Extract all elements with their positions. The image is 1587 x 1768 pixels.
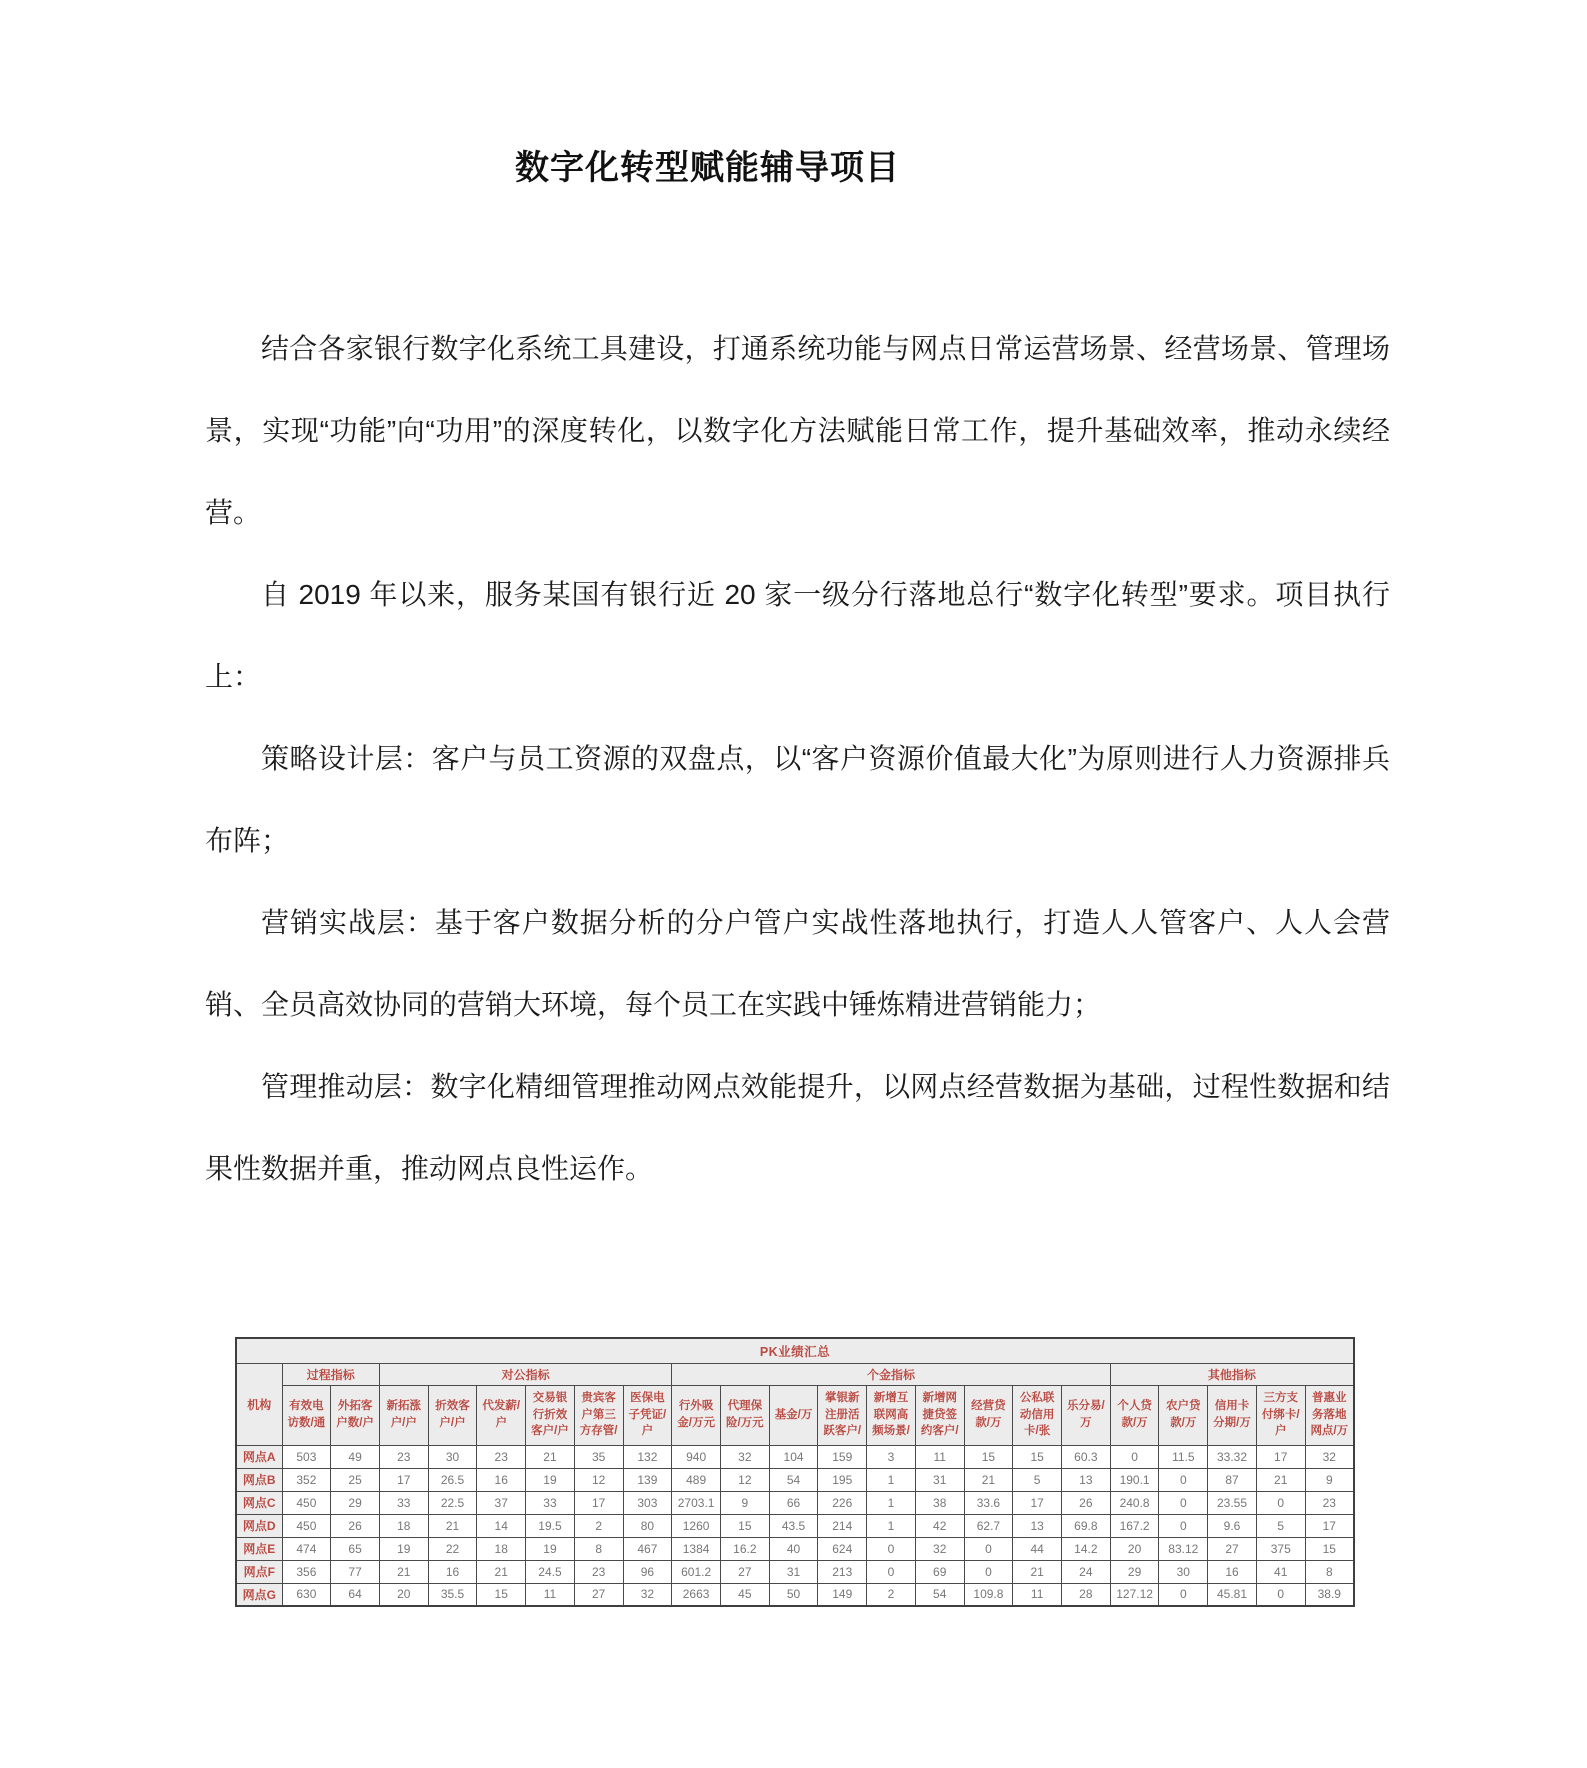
row-label: 网点F bbox=[236, 1560, 282, 1583]
table-cell: 5 bbox=[1256, 1514, 1305, 1537]
pk-summary-table-wrap bbox=[235, 1337, 1390, 1607]
table-cell: 27 bbox=[1208, 1537, 1257, 1560]
table-cell: 14.2 bbox=[1062, 1537, 1111, 1560]
table-cell: 195 bbox=[818, 1468, 867, 1491]
table-cell: 30 bbox=[1159, 1560, 1208, 1583]
table-cell: 45 bbox=[720, 1583, 769, 1606]
table-cell: 132 bbox=[623, 1445, 672, 1468]
group-header: 其他指标 bbox=[1110, 1363, 1354, 1385]
table-cell: 0 bbox=[1159, 1583, 1208, 1606]
table-cell: 16 bbox=[477, 1468, 526, 1491]
table-cell: 31 bbox=[769, 1560, 818, 1583]
column-header: 基金/万 bbox=[769, 1385, 818, 1445]
table-cell: 21 bbox=[526, 1445, 575, 1468]
table-cell: 26 bbox=[1062, 1491, 1111, 1514]
table-cell: 66 bbox=[769, 1491, 818, 1514]
table-cell: 2 bbox=[867, 1583, 916, 1606]
table-cell: 503 bbox=[282, 1445, 331, 1468]
table-cell: 0 bbox=[1256, 1491, 1305, 1514]
column-header: 经营贷款/万 bbox=[964, 1385, 1013, 1445]
table-cell: 24 bbox=[1062, 1560, 1111, 1583]
group-header: 过程指标 bbox=[282, 1363, 379, 1385]
table-cell: 16 bbox=[1208, 1560, 1257, 1583]
column-header: 个人贷款/万 bbox=[1110, 1385, 1159, 1445]
table-cell: 32 bbox=[1305, 1445, 1354, 1468]
column-header: 信用卡分期/万 bbox=[1208, 1385, 1257, 1445]
table-cell: 23 bbox=[379, 1445, 428, 1468]
row-label: 网点C bbox=[236, 1491, 282, 1514]
table-cell: 69.8 bbox=[1062, 1514, 1111, 1537]
table-cell: 1260 bbox=[672, 1514, 721, 1537]
table-cell: 11 bbox=[915, 1445, 964, 1468]
table-cell: 23.55 bbox=[1208, 1491, 1257, 1514]
table-cell: 159 bbox=[818, 1445, 867, 1468]
column-header: 普惠业务落地网点/万 bbox=[1305, 1385, 1354, 1445]
table-cell: 16.2 bbox=[720, 1537, 769, 1560]
document-body bbox=[205, 308, 1390, 1210]
table-cell: 11 bbox=[1013, 1583, 1062, 1606]
table-cell: 0 bbox=[1110, 1445, 1159, 1468]
table-cell: 21 bbox=[1256, 1468, 1305, 1491]
table-cell: 0 bbox=[964, 1560, 1013, 1583]
table-cell: 62.7 bbox=[964, 1514, 1013, 1537]
column-header: 新增网捷贷签约客户/ bbox=[915, 1385, 964, 1445]
table-cell: 21 bbox=[428, 1514, 477, 1537]
table-cell: 80 bbox=[623, 1514, 672, 1537]
table-cell: 27 bbox=[574, 1583, 623, 1606]
table-cell: 940 bbox=[672, 1445, 721, 1468]
table-cell: 49 bbox=[331, 1445, 380, 1468]
table-cell: 19 bbox=[526, 1468, 575, 1491]
table-cell: 32 bbox=[623, 1583, 672, 1606]
paragraph: 管理推动层：数字化精细管理推动网点效能提升，以网点经营数据为基础，过程性数据和结果性数据并重，推动网点良性运作。 bbox=[205, 1071, 1390, 1184]
table-cell: 29 bbox=[331, 1491, 380, 1514]
pk-summary-table bbox=[235, 1337, 1355, 1607]
row-label: 网点E bbox=[236, 1537, 282, 1560]
paragraph: 策略设计层：客户与员工资源的双盘点，以“客户资源价值最大化”为原则进行人力资源排兵布阵； bbox=[205, 743, 1390, 856]
table-cell: 21 bbox=[964, 1468, 1013, 1491]
table-cell: 17 bbox=[1305, 1514, 1354, 1537]
table-cell: 5 bbox=[1013, 1468, 1062, 1491]
column-header: 代理保险/万元 bbox=[720, 1385, 769, 1445]
table-cell: 8 bbox=[574, 1537, 623, 1560]
table-cell: 16 bbox=[428, 1560, 477, 1583]
paragraph: 营销实战层：基于客户数据分析的分户管户实战性落地执行，打造人人管客户、人人会营销、全员高效协同的营销大环境，每个员工在实践中锤炼精进营销能力； bbox=[205, 907, 1390, 1020]
table-cell: 467 bbox=[623, 1537, 672, 1560]
table-cell: 17 bbox=[1256, 1445, 1305, 1468]
table-cell: 0 bbox=[1256, 1583, 1305, 1606]
table-cell: 96 bbox=[623, 1560, 672, 1583]
row-label: 网点B bbox=[236, 1468, 282, 1491]
table-cell: 24.5 bbox=[526, 1560, 575, 1583]
table-cell: 13 bbox=[1062, 1468, 1111, 1491]
table-cell: 45.81 bbox=[1208, 1583, 1257, 1606]
table-cell: 12 bbox=[574, 1468, 623, 1491]
table-cell: 0 bbox=[1159, 1468, 1208, 1491]
table-cell: 17 bbox=[1013, 1491, 1062, 1514]
table-cell: 0 bbox=[867, 1560, 916, 1583]
table-row bbox=[236, 1468, 1354, 1491]
table-cell: 42 bbox=[915, 1514, 964, 1537]
table-cell: 38.9 bbox=[1305, 1583, 1354, 1606]
table-cell: 33 bbox=[526, 1491, 575, 1514]
column-header: 三方支付绑卡/户 bbox=[1256, 1385, 1305, 1445]
table-cell: 474 bbox=[282, 1537, 331, 1560]
table-cell: 11.5 bbox=[1159, 1445, 1208, 1468]
paragraph: 自 2019 年以来，服务某国有银行近 20 家一级分行落地总行“数字化转型”要求。项目执行上： bbox=[205, 579, 1390, 692]
table-cell: 33.32 bbox=[1208, 1445, 1257, 1468]
table-cell: 18 bbox=[477, 1537, 526, 1560]
table-cell: 50 bbox=[769, 1583, 818, 1606]
table-cell: 32 bbox=[915, 1537, 964, 1560]
column-header: 贵宾客户第三方存管/ bbox=[574, 1385, 623, 1445]
table-row bbox=[236, 1537, 1354, 1560]
table-cell: 77 bbox=[331, 1560, 380, 1583]
table-cell: 167.2 bbox=[1110, 1514, 1159, 1537]
table-cell: 104 bbox=[769, 1445, 818, 1468]
table-cell: 35 bbox=[574, 1445, 623, 1468]
table-cell: 44 bbox=[1013, 1537, 1062, 1560]
table-cell: 26 bbox=[331, 1514, 380, 1537]
table-cell: 190.1 bbox=[1110, 1468, 1159, 1491]
table-cell: 32 bbox=[720, 1445, 769, 1468]
column-header: 行外吸金/万元 bbox=[672, 1385, 721, 1445]
table-cell: 30 bbox=[428, 1445, 477, 1468]
table-cell: 0 bbox=[964, 1537, 1013, 1560]
table-cell: 15 bbox=[477, 1583, 526, 1606]
table-cell: 23 bbox=[1305, 1491, 1354, 1514]
table-cell: 40 bbox=[769, 1537, 818, 1560]
table-cell: 19 bbox=[526, 1537, 575, 1560]
table-cell: 303 bbox=[623, 1491, 672, 1514]
table-cell: 26.5 bbox=[428, 1468, 477, 1491]
table-row bbox=[236, 1583, 1354, 1606]
table-cell: 213 bbox=[818, 1560, 867, 1583]
table-cell: 9.6 bbox=[1208, 1514, 1257, 1537]
table-cell: 9 bbox=[720, 1491, 769, 1514]
column-header: 代发薪/户 bbox=[477, 1385, 526, 1445]
table-cell: 11 bbox=[526, 1583, 575, 1606]
column-header: 乐分易/万 bbox=[1062, 1385, 1111, 1445]
table-cell: 240.8 bbox=[1110, 1491, 1159, 1514]
paragraph: 结合各家银行数字化系统工具建设，打通系统功能与网点日常运营场景、经营场景、管理场景，实现“功能”向“功用”的深度转化，以数字化方法赋能日常工作，提升基础效率，推动永续经营。 bbox=[205, 333, 1390, 528]
table-cell: 3 bbox=[867, 1445, 916, 1468]
table-cell: 17 bbox=[379, 1468, 428, 1491]
table-cell: 19.5 bbox=[526, 1514, 575, 1537]
table-cell: 21 bbox=[477, 1560, 526, 1583]
table-cell: 352 bbox=[282, 1468, 331, 1491]
table-cell: 450 bbox=[282, 1491, 331, 1514]
column-header: 农户贷款/万 bbox=[1159, 1385, 1208, 1445]
table-cell: 37 bbox=[477, 1491, 526, 1514]
table-cell: 15 bbox=[720, 1514, 769, 1537]
table-cell: 0 bbox=[867, 1537, 916, 1560]
table-cell: 1384 bbox=[672, 1537, 721, 1560]
table-cell: 38 bbox=[915, 1491, 964, 1514]
table-cell: 450 bbox=[282, 1514, 331, 1537]
table-cell: 2703.1 bbox=[672, 1491, 721, 1514]
table-cell: 0 bbox=[1159, 1514, 1208, 1537]
table-cell: 226 bbox=[818, 1491, 867, 1514]
page-title: 数字化转型赋能辅导项目 bbox=[515, 149, 900, 187]
table-cell: 13 bbox=[1013, 1514, 1062, 1537]
table-cell: 22.5 bbox=[428, 1491, 477, 1514]
table-cell: 20 bbox=[379, 1583, 428, 1606]
table-row bbox=[236, 1445, 1354, 1468]
table-cell: 17 bbox=[574, 1491, 623, 1514]
table-cell: 41 bbox=[1256, 1560, 1305, 1583]
column-header: 有效电访数/通 bbox=[282, 1385, 331, 1445]
group-header: 对公指标 bbox=[379, 1363, 671, 1385]
table-cell: 375 bbox=[1256, 1537, 1305, 1560]
table-cell: 139 bbox=[623, 1468, 672, 1491]
table-cell: 20 bbox=[1110, 1537, 1159, 1560]
table-cell: 19 bbox=[379, 1537, 428, 1560]
table-cell: 9 bbox=[1305, 1468, 1354, 1491]
table-cell: 22 bbox=[428, 1537, 477, 1560]
table-cell: 60.3 bbox=[1062, 1445, 1111, 1468]
group-header: 个金指标 bbox=[672, 1363, 1110, 1385]
row-label: 网点A bbox=[236, 1445, 282, 1468]
table-cell: 1 bbox=[867, 1468, 916, 1491]
row-label: 网点D bbox=[236, 1514, 282, 1537]
column-header: 公私联动信用卡/张 bbox=[1013, 1385, 1062, 1445]
table-cell: 33.6 bbox=[964, 1491, 1013, 1514]
table-title: PK业绩汇总 bbox=[236, 1338, 1354, 1363]
table-cell: 54 bbox=[915, 1583, 964, 1606]
table-cell: 23 bbox=[574, 1560, 623, 1583]
table-cell: 624 bbox=[818, 1537, 867, 1560]
table-cell: 15 bbox=[1305, 1537, 1354, 1560]
column-header: 折效客户/户 bbox=[428, 1385, 477, 1445]
table-cell: 31 bbox=[915, 1468, 964, 1491]
table-row bbox=[236, 1514, 1354, 1537]
table-cell: 21 bbox=[379, 1560, 428, 1583]
table-cell: 489 bbox=[672, 1468, 721, 1491]
table-cell: 630 bbox=[282, 1583, 331, 1606]
corner-header: 机构 bbox=[236, 1363, 282, 1445]
table-cell: 29 bbox=[1110, 1560, 1159, 1583]
table-cell: 2 bbox=[574, 1514, 623, 1537]
table-cell: 356 bbox=[282, 1560, 331, 1583]
table-cell: 18 bbox=[379, 1514, 428, 1537]
column-header: 掌银新注册活跃客户/ bbox=[818, 1385, 867, 1445]
table-cell: 15 bbox=[1013, 1445, 1062, 1468]
column-header: 医保电子凭证/户 bbox=[623, 1385, 672, 1445]
table-cell: 14 bbox=[477, 1514, 526, 1537]
table-cell: 35.5 bbox=[428, 1583, 477, 1606]
table-cell: 69 bbox=[915, 1560, 964, 1583]
column-header: 新拓涨户/户 bbox=[379, 1385, 428, 1445]
table-cell: 87 bbox=[1208, 1468, 1257, 1491]
column-header: 交易银行折效客户/户 bbox=[526, 1385, 575, 1445]
table-cell: 64 bbox=[331, 1583, 380, 1606]
table-cell: 54 bbox=[769, 1468, 818, 1491]
row-label: 网点G bbox=[236, 1583, 282, 1606]
table-cell: 15 bbox=[964, 1445, 1013, 1468]
table-cell: 21 bbox=[1013, 1560, 1062, 1583]
table-cell: 1 bbox=[867, 1491, 916, 1514]
table-cell: 214 bbox=[818, 1514, 867, 1537]
table-cell: 127.12 bbox=[1110, 1583, 1159, 1606]
column-header: 外拓客户数/户 bbox=[331, 1385, 380, 1445]
table-cell: 43.5 bbox=[769, 1514, 818, 1537]
column-header: 新增互联网高频场景/ bbox=[867, 1385, 916, 1445]
table-cell: 28 bbox=[1062, 1583, 1111, 1606]
table-cell: 601.2 bbox=[672, 1560, 721, 1583]
table-cell: 1 bbox=[867, 1514, 916, 1537]
table-cell: 0 bbox=[1159, 1491, 1208, 1514]
table-row bbox=[236, 1491, 1354, 1514]
table-cell: 83.12 bbox=[1159, 1537, 1208, 1560]
table-cell: 27 bbox=[720, 1560, 769, 1583]
table-cell: 23 bbox=[477, 1445, 526, 1468]
table-cell: 109.8 bbox=[964, 1583, 1013, 1606]
table-cell: 2663 bbox=[672, 1583, 721, 1606]
table-row bbox=[236, 1560, 1354, 1583]
table-cell: 33 bbox=[379, 1491, 428, 1514]
table-cell: 65 bbox=[331, 1537, 380, 1560]
table-cell: 12 bbox=[720, 1468, 769, 1491]
table-cell: 25 bbox=[331, 1468, 380, 1491]
table-cell: 8 bbox=[1305, 1560, 1354, 1583]
table-cell: 149 bbox=[818, 1583, 867, 1606]
